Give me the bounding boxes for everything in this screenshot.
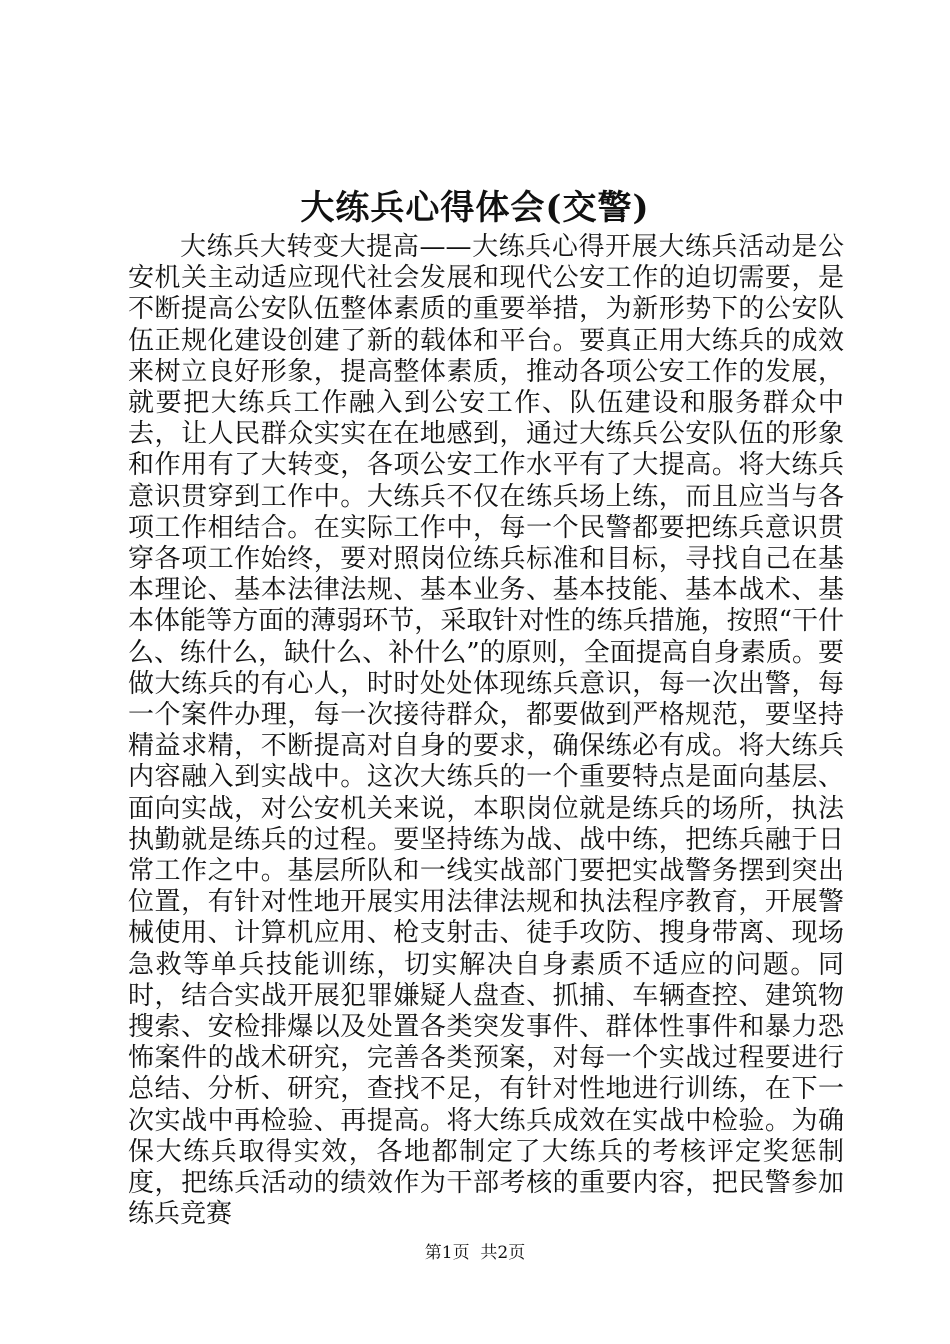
page-number-label: 第1页 共2页 (424, 1243, 526, 1263)
document-title: 大练兵心得体会(交警) (300, 188, 650, 228)
page-footer (0, 1241, 950, 1265)
document-body (128, 232, 844, 1231)
body-paragraph: 大练兵大转变大提高——大练兵心得开展大练兵活动是公安机关主动适应现代社会发展和现代公安工作的迫切需要，是不断提高公安队伍整体素质的重要举措，为新形势下的公安队伍正规化建设创建了新的载体和平台。要真正用大练兵的成效来树立良好形象，提高整体素质，推动各项公安工作的发展，就要把大练兵工作融入到公安工作、队伍建设和服务群众中去，让人民群众实实在在地感到，通过大练兵公安队伍的形象和作用有了大转变，各项公安工作水平有了大提高。将大练兵意识贯穿到工作中。大练兵不仅在练兵场上练，而且应当与各项工作相结合。在实际工作中，每一个民警都要把练兵意识贯穿各项工作始终，要对照岗位练兵标准和目标，寻找自己在基本理论、基本法律法规、基本业务、基本技能、基本战术、基本体能等方面的薄弱环节，采取针对性的练兵措施，按照“干什么、练什么，缺什么、补什么”的原则，全面提高自身素质。要做大练兵的有心人，时时处处体现练兵意识，每一次出警，每一个案件办理，每一次接待群众，都要做到严格规范，要坚持精益求精，不断提高对自身的要求，确保练必有成。将大练兵内容融入到实战中。这次大练兵的一个重要特点是面向基层、面向实战，对公安机关来说，本职岗位就是练兵的场所，执法执勤就是练兵的过程。要坚持练为战、战中练，把练兵融于日常工作之中。基层所队和一线实战部门要把实战警务摆到突出位置，有针对性地开展实用法律法规和执法程序教育，开展警械使用、计算机应用、枪支射击、徒手攻防、搜身带离、现场急救等单兵技能训练，切实解决自身素质不适应的问题。同时，结合实战开展犯罪嫌疑人盘查、抓捕、车辆查控、建筑物搜索、安检排爆以及处置各类突发事件、群体性事件和暴力恐怖案件的战术研究，完善各类预案，对每一个实战过程要进行总结、分析、研究，查找不足，有针对性地进行训练，在下一次实战中再检验、再提高。将大练兵成效在实战中检验。为确保大练兵取得实效，各地都制定了大练兵的考核评定奖惩制度，把练兵活动的绩效作为干部考核的重要内容，把民警参加练兵竞赛 (128, 232, 844, 1230)
